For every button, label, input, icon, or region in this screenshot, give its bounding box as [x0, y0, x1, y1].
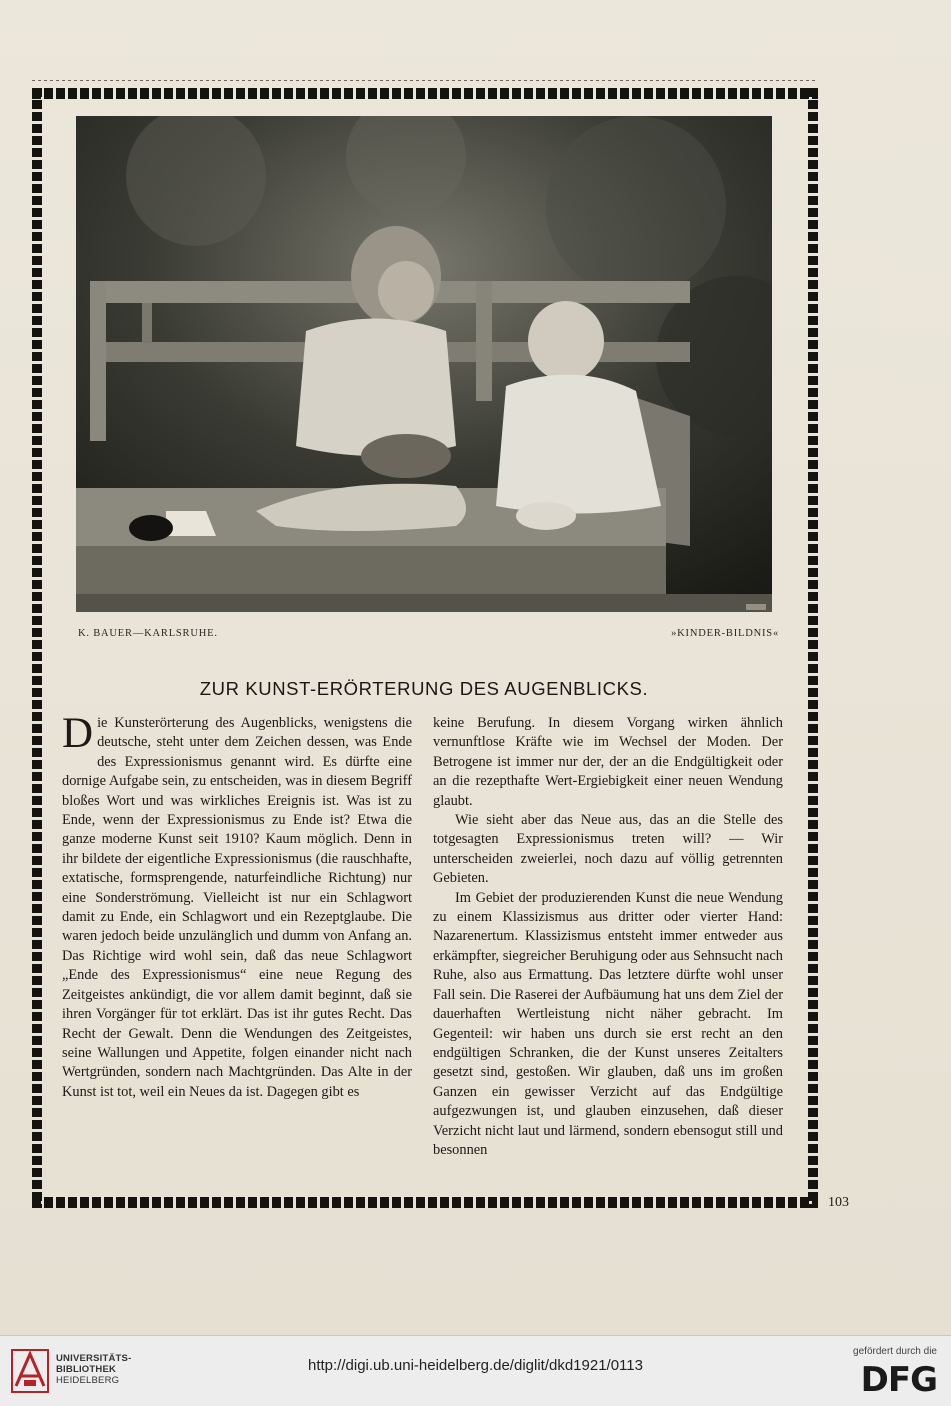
- permalink-url[interactable]: http://digi.ub.uni-heidelberg.de/diglit/dkd1921/0113: [308, 1357, 643, 1374]
- funding-label: gefördert durch die: [853, 1346, 937, 1357]
- library-name-line: BIBLIOTHEK: [56, 1364, 117, 1375]
- frame-border-top: [32, 88, 818, 99]
- paragraph: keine Berufung. In diesem Vorgang wirken ähnlich vernunftlose Kräfte wie im Wechsel der Moden. Der Betrogene ist immer nur der, der an die Endgültigkeit oder an die rezepthafte Wert-Ergiebigkeit einer neuen Wendung glaubt.: [433, 715, 783, 809]
- photo-illustration: [76, 116, 772, 612]
- paragraph: [62, 710, 412, 1102]
- frame-border-bottom: [32, 1197, 818, 1208]
- article-headline: ZUR KUNST-ERÖRTERUNG DES AUGENBLICKS.: [199, 678, 649, 699]
- text-column-right: [433, 714, 783, 1160]
- paragraph: Im Gebiet der produzierenden Kunst die neue Wendung zu einem Klassizismus aus dritter oder vierter Hand: Nazarenertum. Klassizismus entsteht immer entweder aus erkämpfter, siegreicher Beruhigung oder aus Sehnsucht nach Ruhe, also aus Ermattung. Das letztere dürfte wohl unser Fall sein. Die Raserei der Aufbäumung hat uns dem Ziel der dauerhaften Wertleistung nicht näher gebracht. Im Gegenteil: wir haben uns durch sie erst recht an den endgültigen Schranken, die der Kunst unseres Zeitalters gesetzt sind, gestoßen. Wir glauben, daß uns im großen Ganzen ein gewisser Verzicht auf das Endgültige aufgezwungen ist, und glauben einzusehen, daß dieser Verzicht nicht laut und lärmend, sondern ebensogut still und besonnen: [433, 889, 783, 1158]
- photo-title: »KINDER-BILDNIS«: [671, 628, 779, 639]
- text-column-left: [62, 710, 412, 1102]
- children-portrait-photo: [76, 116, 772, 612]
- library-name-line: HEIDELBERG: [56, 1375, 120, 1386]
- photo-credit: K. BAUER—KARLSRUHE.: [78, 628, 218, 639]
- viewer-footer: [0, 1335, 951, 1406]
- page-number: 103: [828, 1195, 849, 1210]
- drop-cap: D: [62, 710, 94, 757]
- paragraph: Wie sieht aber das Neue aus, das an die Stelle des totgesagten Expressionismus treten will? — Wir unterscheiden zweierlei, noch dazu auf völlig getrennten Gebieten.: [433, 812, 783, 887]
- frame-border-right: [808, 88, 818, 1208]
- top-dotted-rule: [32, 80, 818, 81]
- frame-border-left: [32, 88, 42, 1208]
- paragraph-text: ie Kunsterörterung des Augenblicks, wenigstens die deutsche, steht unter dem Zeichen dessen, was Ende des Expressionismus genannt wird. Es dürfte eine dornige Aufgabe sein, zu entscheiden, was in diesem Begriff bloßes Wort und was wirkliches Ereignis ist. Was ist zu Ende, wenn der Expressionismus zu Ende ist? Etwa die ganze moderne Kunst seit 1910? Kaum möglich. Denn in ihr bildete der eigentliche Expressionismus (die rauschhafte, extatische, formsprengende, naturfeindliche Richtung) nur eine Sonderströmung. Vielleicht ist nur ein Schlagwort damit zu Ende, ein Schlagwort und ein Rezeptglaube. Die waren jedoch beide unzulänglich und dumm von Anfang an. Das Richtige wird wohl sein, daß das neue Schlagwort „Ende des Expressionismus“ eine neue Regung des Zeitgeistes ankündigt, die vor allem damit beginnt, daß sie ihren Vorgänger für tot erklärt. Das ist ihr gutes Recht. Das Recht der Gewalt. Denn die Wendungen des Zeitgeistes, seine Wallungen und Appetite, folgen einander nicht nach Wertgründen, sondern nach Machtgründen. Das Alte in der Kunst ist tot, weil ein Neues da ist. Dagegen gibt es: [62, 715, 412, 1100]
- library-name-line: UNIVERSITÄTS-: [56, 1353, 132, 1364]
- dfg-logo[interactable]: DFG: [860, 1360, 937, 1400]
